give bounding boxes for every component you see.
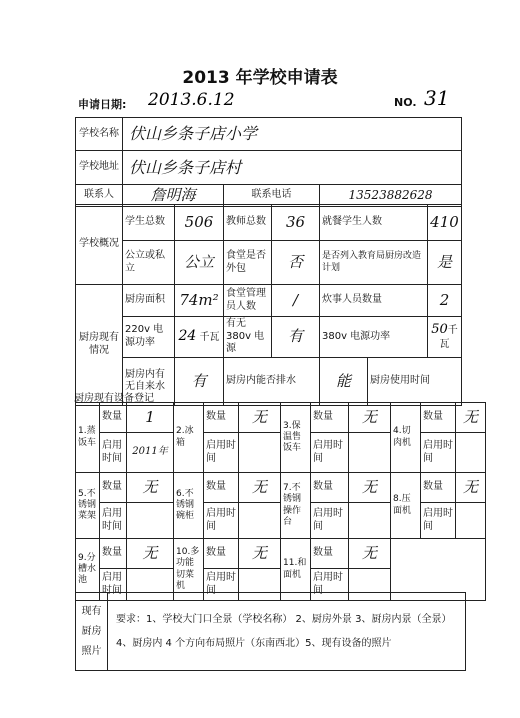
equipment-name: 8.压面机 [391,473,421,539]
equipment-time-label: 启用时间 [204,433,239,473]
managers-label: 食堂管理员人数 [224,285,272,317]
students-label-2: 学生总数 [123,205,175,241]
equipment-time-value [349,503,391,539]
equipment-qty-value: 无 [349,403,391,433]
drain-value: 能 [320,357,368,405]
has380-value: 有 [272,317,320,358]
equipment-time-value [456,503,486,539]
equipment-time-value [456,433,486,473]
type-label-2: 公立或私立 [123,241,175,285]
area-label: 厨房面积 [123,285,175,317]
equipment-time-value [127,503,174,539]
outsourced-value-2: 否 [272,241,320,285]
p220-value: 24 [178,328,197,344]
equipment-name: 2.冰箱 [174,403,204,473]
equipment-name: 11.和面机 [281,539,311,601]
date-label: 申请日期: [78,98,127,111]
school-address-label: 学校地址 [76,151,123,185]
form-no-value: 31 [424,86,450,110]
overview-section-label-2: 学校概况 [76,205,123,285]
p380-label: 380v 电源功率 [320,317,428,358]
equipment-name: 10.多功能切菜机 [174,539,204,601]
kitchen-section-label: 厨房现有情况 [76,285,123,406]
contact-value: 詹明海 [123,185,224,207]
equipment-qty-value: 无 [239,539,281,569]
teachers-value-2: 36 [272,205,320,241]
contact-label: 联系人 [76,185,123,207]
has380-label: 有无 380v 电源 [224,317,272,358]
equipment-qty-label: 数量 [421,403,456,433]
photos-requirement-2: 4、厨房内 4 个方向布局照片（东南西北）5、现有设备的照片 [116,637,392,649]
p220-unit: 千瓦 [199,332,220,343]
school-name-label: 学校名称 [76,118,123,151]
drain-label: 厨房内能否排水 [224,357,320,405]
equipment-qty-label: 数量 [204,539,239,569]
equipment-time-value: 2011年 [127,433,174,473]
plan-value: 是 [428,241,462,285]
equipment-table [75,402,486,601]
cooks-value: 2 [428,285,462,317]
outsourced-label-2: 食堂是否外包 [224,241,272,285]
equipment-qty-value: 无 [456,403,486,433]
equipment-qty-label: 数量 [204,403,239,433]
equipment-qty-label: 数量 [100,473,127,503]
p220-label: 220v 电源功率 [123,317,175,358]
equipment-qty-label: 数量 [311,403,349,433]
students-value-2: 506 [175,205,224,241]
equipment-name: 6.不锈钢碗柜 [174,473,204,539]
managers-value: / [272,285,320,317]
equipment-caption: 厨房现有设备登记 [74,393,154,404]
equipment-name: 1.蒸饭车 [76,403,100,473]
usage-label: 厨房使用时间 [368,357,462,405]
photos-table [75,592,466,671]
equipment-time-value [239,503,281,539]
form-title: 2013 年学校申请表 [182,68,338,88]
diners-value: 410 [428,205,462,241]
kitchen-table [75,204,462,406]
equipment-time-label: 启用时间 [311,503,349,539]
equipment-time-label: 启用时间 [311,569,349,601]
equipment-name: 3.保温售饭车 [281,403,311,473]
equipment-qty-label: 数量 [100,403,127,433]
school-address-value: 伏山乡条子店村 [123,151,462,185]
equipment-name: 9.分槽水池 [76,539,100,601]
water-value: 有 [175,357,224,405]
equipment-time-value [239,433,281,473]
equipment-time-label: 启用时间 [100,433,127,473]
phone-label: 联系电话 [224,185,320,207]
school-info-table [75,117,462,207]
plan-label-2: 是否列入教育局厨房改造计划 [320,241,428,285]
equipment-qty-value: 无 [127,473,174,503]
equipment-time-label: 启用时间 [100,569,127,601]
area-value: 74m² [175,285,224,317]
equipment-qty-label: 数量 [311,473,349,503]
cooks-label: 炊事人员数量 [320,285,428,317]
equipment-qty-label: 数量 [204,473,239,503]
equipment-name: 4.切肉机 [391,403,421,473]
equipment-time-label: 启用时间 [421,503,456,539]
equipment-qty-label: 数量 [421,473,456,503]
type-value-2: 公立 [175,241,224,285]
teachers-label-2: 教师总数 [224,205,272,241]
photos-label: 现有厨房照片 [76,593,108,671]
equipment-qty-value: 无 [127,539,174,569]
equipment-time-label: 启用时间 [204,569,239,601]
equipment-qty-value: 无 [349,539,391,569]
equipment-qty-label: 数量 [100,539,127,569]
school-name-value: 伏山乡条子店小学 [123,118,462,151]
equipment-qty-label: 数量 [311,539,349,569]
equipment-name: 7.不锈钢操作台 [281,473,311,539]
equipment-time-value [349,433,391,473]
equipment-time-label: 启用时间 [100,503,127,539]
date-value: 2013.6.12 [148,90,235,110]
equipment-qty-value: 无 [349,473,391,503]
p380-value: 50 [431,322,448,338]
photos-requirement-1: 要求：1、学校大门口全景（学校名称） 2、厨房外景 3、厨房内景（全景） [116,613,452,625]
equipment-time-label: 启用时间 [204,503,239,539]
phone-value: 13523882628 [320,185,462,207]
equipment-time-label: 启用时间 [311,433,349,473]
water-label: 厨房内有无自来水 [123,357,175,405]
diners-label-2: 就餐学生人数 [320,205,428,241]
equipment-qty-value: 无 [239,403,281,433]
form-no-label: NO. [394,96,417,109]
equipment-qty-value: 1 [127,403,174,433]
equipment-time-label: 启用时间 [421,433,456,473]
p380-unit: 千瓦 [439,325,458,350]
equipment-qty-value: 无 [456,473,486,503]
equipment-name: 5.不锈钢菜架 [76,473,100,539]
equipment-qty-value: 无 [239,473,281,503]
